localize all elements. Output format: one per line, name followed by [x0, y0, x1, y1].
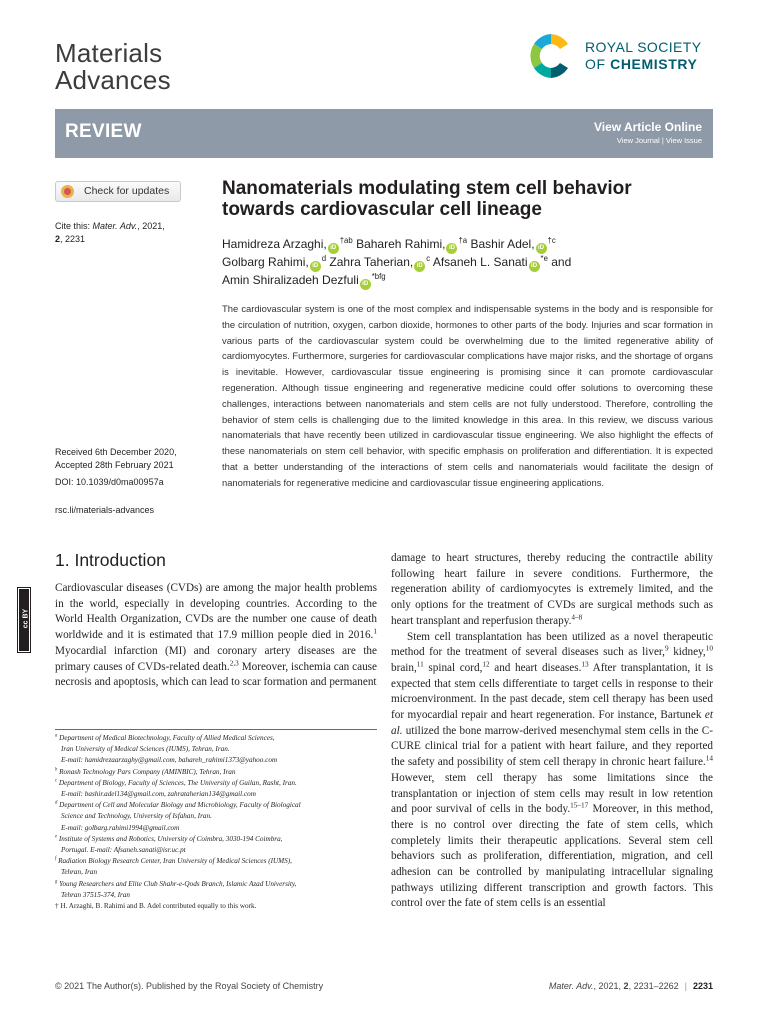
author-affiliation-marks: †ab — [339, 236, 353, 245]
journal-link[interactable]: rsc.li/materials-advances — [55, 505, 155, 515]
citation-ref[interactable]: 12 — [482, 660, 490, 669]
accepted-date: Accepted 28th February 2021 — [55, 459, 174, 470]
article-dates — [55, 446, 177, 471]
footnote-divider — [55, 729, 377, 730]
publisher-line2-bold: CHEMISTRY — [610, 56, 698, 72]
author-affiliation-marks: d — [321, 254, 327, 263]
rsc-logo-mark-icon — [528, 30, 574, 82]
cc-by-icon: cc BY — [22, 608, 30, 629]
article-title: Nanomaterials modulating stem cell behavior towards cardiovascular cell lineage — [222, 178, 632, 220]
affiliation: $^e$ Institute of Systems and Robotics, University of Coimbra, 3030-194 Coimbra, — [55, 834, 283, 843]
affiliation: $^g$ Young Researchers and Elite Club Shahr-e-Qods Branch, Islamic Azad University, — [55, 879, 297, 888]
view-links — [594, 136, 702, 145]
author-affiliation-marks: *e — [540, 254, 548, 263]
paragraph: Stem cell transplantation has been utilized as a novel therapeutic method for the treatment of several diseases such as liver,$^9$ kidney,$^{10}$ brain,$^{11}$ spinal cord,$^{12}$ and heart diseases.$^{13}$ After transplantation, it is expected that stem cells differentiate to target cells in response to their microenvironment. In the past decade, stem cell therapy has been used for myocardial repair and heart regeneration. For instance, Bartunek et al. utilized the bone marrow-derived mesenchymal stem cells in the C-CURE clinical trial for a patient with heart failure, and they reported the safety and possibility of stem cell therapy in chronic heart failure.$^{14}$ However, stem cell therapy has some limitations since the transplantation or injection of stem cells may result in low retention and poor survival of cells in the body.$^{15-17}$ Moreover, in this method, there is no control over directing the fate of stem cells, which completely limits their therapeutic applications. Several stem cell behaviors such as proliferation, differentiation, migration, and cell adhesion can be controlled by manipulating intracellular signaling pathways utilizing different transcription and growth factors. This control over the fate of stem cells is an essential — [391, 630, 713, 910]
cite-volume: 2 — [55, 234, 61, 244]
cc-license-badge[interactable] — [17, 587, 31, 653]
orcid-icon[interactable]: iD — [446, 243, 457, 254]
author-name[interactable]: Bahareh Rahimi, — [356, 237, 446, 251]
author-name[interactable]: Bashir Adel, — [470, 237, 535, 251]
citation-ref[interactable]: 4–8 — [571, 613, 583, 622]
author-affiliation-marks: c — [426, 254, 431, 263]
cite-prefix: Cite this: — [55, 221, 93, 231]
email[interactable]: E-mail: hamidrezaarzaghy@gmail.com, bahareh_rahimi1373@yahoo.com — [61, 756, 278, 765]
citation-ref[interactable]: 9 — [664, 644, 669, 653]
cite-details: , 2021, — [137, 221, 165, 231]
doi[interactable]: DOI: 10.1039/d0ma00957a — [55, 477, 164, 487]
paragraph: damage to heart structures, thereby reducing the contractile ability following heart failure in severe conditions. Furthermore, the regeneration ability of cardiomyocytes is extremely limited, and the only options for the treatment of CVDs are surgical methods such as heart transplant and reperfusion therapy.$^{4-8}$ — [391, 552, 713, 627]
affiliations: $^a$ Department of Medical Biotechnology, Faculty of Allied Medical Sciences, Iran University of Medical Sciences (IUMS), Tehran, Iran. E-mail: hamidrezaarzaghy@gmail.com, bahareh_rahimi1373@yahoo.com $^b$ Ronash Technology Pars Company (AMINBIC), Tehran, Iran $^c$ Department of Biology, Faculty of Sciences, The University of Guilan, Rasht, Iran. E-mail: bashir.adel134@gmail.com, zahrataherian134@gmail.com $^d$ Department of Cell and Molecular Biology and Microbiology, Faculty of Biological Science and Technology, University of Isfahan, Iran. E-mail: golbarg.rahimi1994@gmail.com $^e$ Institute of Systems and Robotics, University of Coimbra, 3030-194 Coimbra, Portugal. E-mail: Afsaneh.sanati@isr.uc.pt $^f$ Radiation Biology Research Center, Iran University of Medical Sciences (IUMS), Tehran, Iran $^g$ Young Researchers and Elite Club Shahr-e-Qods Branch, Islamic Azad University, Tehran 37515-374, Iran † H. Arzaghi, B. Rahimi and B. Adel contributed equally to this work. — [55, 733, 377, 912]
email[interactable]: E-mail: golbarg.rahimi1994@gmail.com — [61, 823, 180, 832]
body-column-left — [55, 581, 377, 691]
check-for-updates-label: Check for updates — [84, 185, 170, 197]
author-affiliation-marks: †a — [458, 236, 468, 245]
citation-ref[interactable]: 13 — [581, 660, 589, 669]
author-name[interactable]: Hamidreza Arzaghi, — [222, 237, 327, 251]
view-online-block — [594, 120, 702, 145]
citation-ref[interactable]: 10 — [705, 644, 713, 653]
publisher-line2-prefix: OF — [585, 56, 611, 72]
cite-pages: , 2231 — [60, 234, 86, 244]
affiliation: $^b$ Ronash Technology Pars Company (AMINBIC), Tehran, Iran — [55, 767, 236, 776]
copyright-notice: © 2021 The Author(s). Published by the Royal Society of Chemistry — [55, 981, 324, 991]
affiliation: $^f$ Radiation Biology Research Center, Iran University of Medical Sciences (IUMS), — [55, 856, 292, 866]
affiliation: $^d$ Department of Cell and Molecular Biology and Microbiology, Faculty of Biological — [55, 800, 301, 810]
citation-ref[interactable]: 14 — [705, 754, 713, 763]
citation-ref[interactable]: 1 — [373, 627, 377, 636]
view-links-divider: | — [659, 136, 666, 145]
view-journal-link[interactable]: View Journal — [616, 136, 660, 145]
journal-title-line2: Advances — [55, 65, 171, 95]
publisher-name-line2 — [585, 56, 701, 73]
equal-contribution-note: † H. Arzaghi, B. Rahimi and B. Adel contributed equally to this work. — [55, 902, 257, 911]
check-for-updates-button[interactable] — [55, 181, 181, 202]
section-label: REVIEW — [65, 121, 142, 142]
email[interactable]: Portugal. E-mail: Afsaneh.sanati@isr.uc.pt — [61, 846, 186, 855]
crossmark-icon — [61, 185, 74, 198]
citation-ref[interactable]: 15–17 — [570, 801, 589, 810]
author-affiliation-marks: †c — [547, 236, 556, 245]
citation-ref[interactable]: 11 — [416, 660, 424, 669]
orcid-icon[interactable]: iD — [328, 243, 339, 254]
author-affiliation-marks: *bfg — [371, 272, 386, 281]
body-column-right — [391, 551, 713, 912]
orcid-icon[interactable]: iD — [414, 261, 425, 272]
author-name[interactable]: Golbarg Rahimi, — [222, 255, 309, 269]
citation — [55, 220, 185, 246]
paragraph: Cardiovascular diseases (CVDs) are among the major health problems in the world, especially in developing countries. According to the World Health Organization, CVDs are the number one cause of death worldwide and it is estimated that 17.9 million people died in 2016.$^1$ Myocardial infarction (MI) and coronary artery diseases are the primary causes of CVDs-related death.$^{2,3}$ Moreover, ischemia can cause necrosis and apoptosis, which can lead to scar formation and permanent — [55, 582, 377, 689]
section-heading: 1. Introduction — [55, 550, 166, 570]
affiliation: $^c$ Department of Biology, Faculty of Sciences, The University of Guilan, Rasht, Iran. — [55, 778, 297, 787]
journal-title — [55, 40, 171, 94]
author-list — [222, 236, 702, 290]
author-conjunction: and — [547, 255, 572, 269]
email[interactable]: E-mail: bashir.adel134@gmail.com, zahrataherian134@gmail.com — [61, 790, 256, 799]
rsc-logo[interactable] — [528, 28, 718, 86]
citation-ref[interactable]: 2,3 — [229, 658, 239, 667]
view-issue-link[interactable]: View Issue — [665, 136, 702, 145]
view-article-online-link[interactable]: View Article Online — [593, 120, 702, 134]
author-name[interactable]: Afsaneh L. Sanati — [432, 255, 528, 269]
orcid-icon[interactable]: iD — [536, 243, 547, 254]
author-name[interactable]: Zahra Taherian, — [329, 255, 414, 269]
cite-journal: Mater. Adv. — [92, 221, 138, 231]
orcid-icon[interactable]: iD — [360, 279, 371, 290]
journal-title-line1: Materials — [55, 38, 163, 68]
footer-citation: Mater. Adv., 2021, 2, 2231–2262 | 2231 — [548, 981, 713, 991]
author-name[interactable]: Amin Shiralizadeh Dezfuli — [222, 273, 359, 287]
section-banner — [55, 109, 713, 158]
abstract: The cardiovascular system is one of the most complex and indispensable systems in the body and is responsible for the circulation of nutrition, oxygen, carbon dioxide, hormones to other parts of the body. Injuries and scar formation in various parts of the cardiovascular system could be overwhelming due to the limited regenerative ability of cardiomyocytes. Furthermore, surgeries for cardiovascular complications have major risks, and the shortage of organs is inevitable. However, cardiovascular tissue engineering is promising since it can promote cardiovascular regeneration. Although tissue engineering and regenerative medicine could offer solutions to overcoming these challenges, interactions between nanomaterials and stem cells are not fully understood. Therefore, controlling the behavior of stem cells is challenging due to the limited knowledge in this area. In this review, we discuss various nanomaterials that have recently been utilized in cardiovascular tissue engineering. We also highlight the effects of these nanomaterials on stem cell behavior, with specific emphasis on proliferation and differentiation. It is expected that a better understanding of the interactions of stem cells and nanomaterials would facilitate the design of nanomaterials for regenerative medicine and cardiovascular tissue engineering applications. — [222, 303, 713, 488]
orcid-icon[interactable]: iD — [310, 261, 321, 272]
page-number: 2231 — [692, 981, 713, 991]
received-date: Received 6th December 2020, — [55, 447, 177, 457]
orcid-icon[interactable]: iD — [529, 261, 540, 272]
affiliation: $^a$ Department of Medical Biotechnology, Faculty of Allied Medical Sciences, — [55, 733, 275, 742]
publisher-name-line1: ROYAL SOCIETY — [585, 39, 702, 55]
